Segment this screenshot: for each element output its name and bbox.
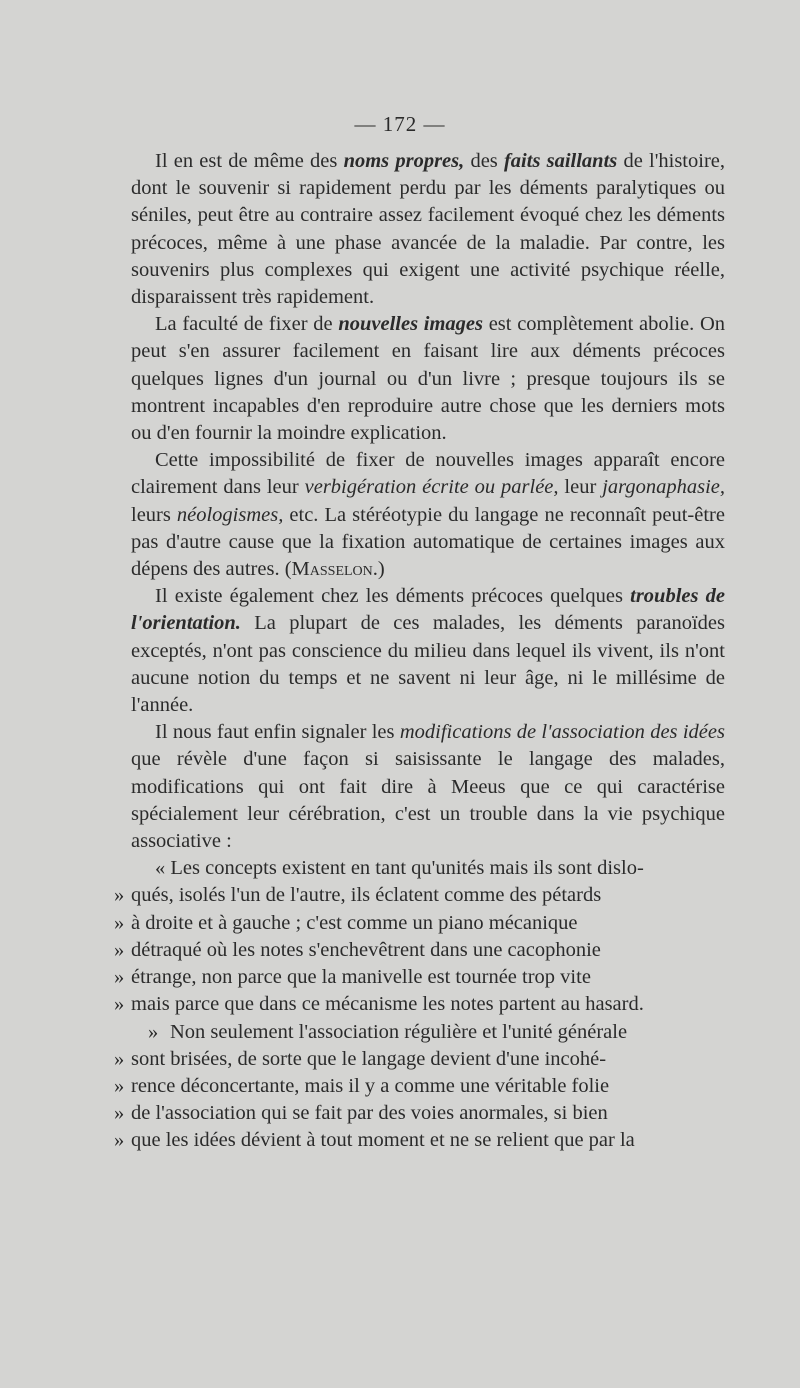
quote-line: » Non seulement l'association régulière et l'unité générale: [148, 1020, 628, 1043]
paragraph-proper-names: Il en est de même des noms propres, des faits saillants de l'histoire, dont le souvenir si rapidement perdu par les déments paralytiques ou séniles, peut être au contraire assez facilement évoqué chez les déments précoces, même à une phase avancée de la maladie. Par contre, les souvenirs plus complexes qui exigent une activité psychique réelle, disparaissent très rapidement.: [131, 150, 726, 309]
quotation: [114, 855, 725, 1154]
body-text: [114, 148, 726, 1155]
paragraph-verbigeration: Cette impossibilité de fixer de nouvelles images apparaît encore clairement dans leur verbigération écrite ou parlée, leur jargonaphasie, leurs néologismes, etc. La stéréotypie du langage ne reconnaît peut-être pas d'autre cause que la fixation automatique de certaines images aux dépens des autres. (Masselon.): [131, 449, 726, 581]
quote-line: » à droite et à gauche ; c'est comme un piano mécanique: [114, 911, 578, 934]
quote-line: » détraqué où les notes s'enchevêtrent dans une cacophonie: [114, 938, 601, 961]
quote-line: » mais parce que dans ce mécanisme les notes partent au hasard.: [114, 993, 644, 1016]
quote-line: » de l'association qui se fait par des voies anormales, si bien: [114, 1102, 608, 1125]
quote-line: « Les concepts existent en tant qu'unités mais ils sont dislo-: [155, 857, 644, 880]
quote-line: » que les idées dévient à tout moment et ne se relient que par la: [114, 1129, 635, 1152]
quote-line: » rence déconcertante, mais il y a comme une véritable folie: [114, 1074, 610, 1097]
paragraph-new-images: La faculté de fixer de nouvelles images est complètement abolie. On peut s'en assurer facilement en faisant lire aux déments précoces quelques lignes d'un journal ou d'un livre ; presque toujours ils se montrent incapables d'en reproduire autre chose que les derniers mots ou d'en fournir la moindre explication.: [131, 313, 726, 445]
page-number: — 172 —: [354, 112, 446, 136]
quote-line: » qués, isolés l'un de l'autre, ils éclatent comme des pétards: [114, 884, 602, 907]
quote-line: » sont brisées, de sorte que le langage devient d'une incohé-: [114, 1047, 607, 1070]
paragraph-association: Il nous faut enfin signaler les modifications de l'association des idées que révèle d'une façon si saisissante le langage des malades, modifications qui ont fait dire à Meeus que ce qui caractérise spécialement leur cérébration, c'est un trouble dans la vie psychique associative :: [131, 721, 725, 853]
quote-line: » étrange, non parce que la manivelle est tournée trop vite: [114, 966, 591, 989]
paragraph-orientation: Il existe également chez les déments précoces quelques troubles de l'orientation. La plupart de ces malades, les déments paranoïdes exceptés, n'ont pas conscience du milieu dans lequel ils vivent, ils n'ont aucune notion du temps et ne savent ni leur âge, ni le millésime de l'année.: [131, 585, 725, 717]
